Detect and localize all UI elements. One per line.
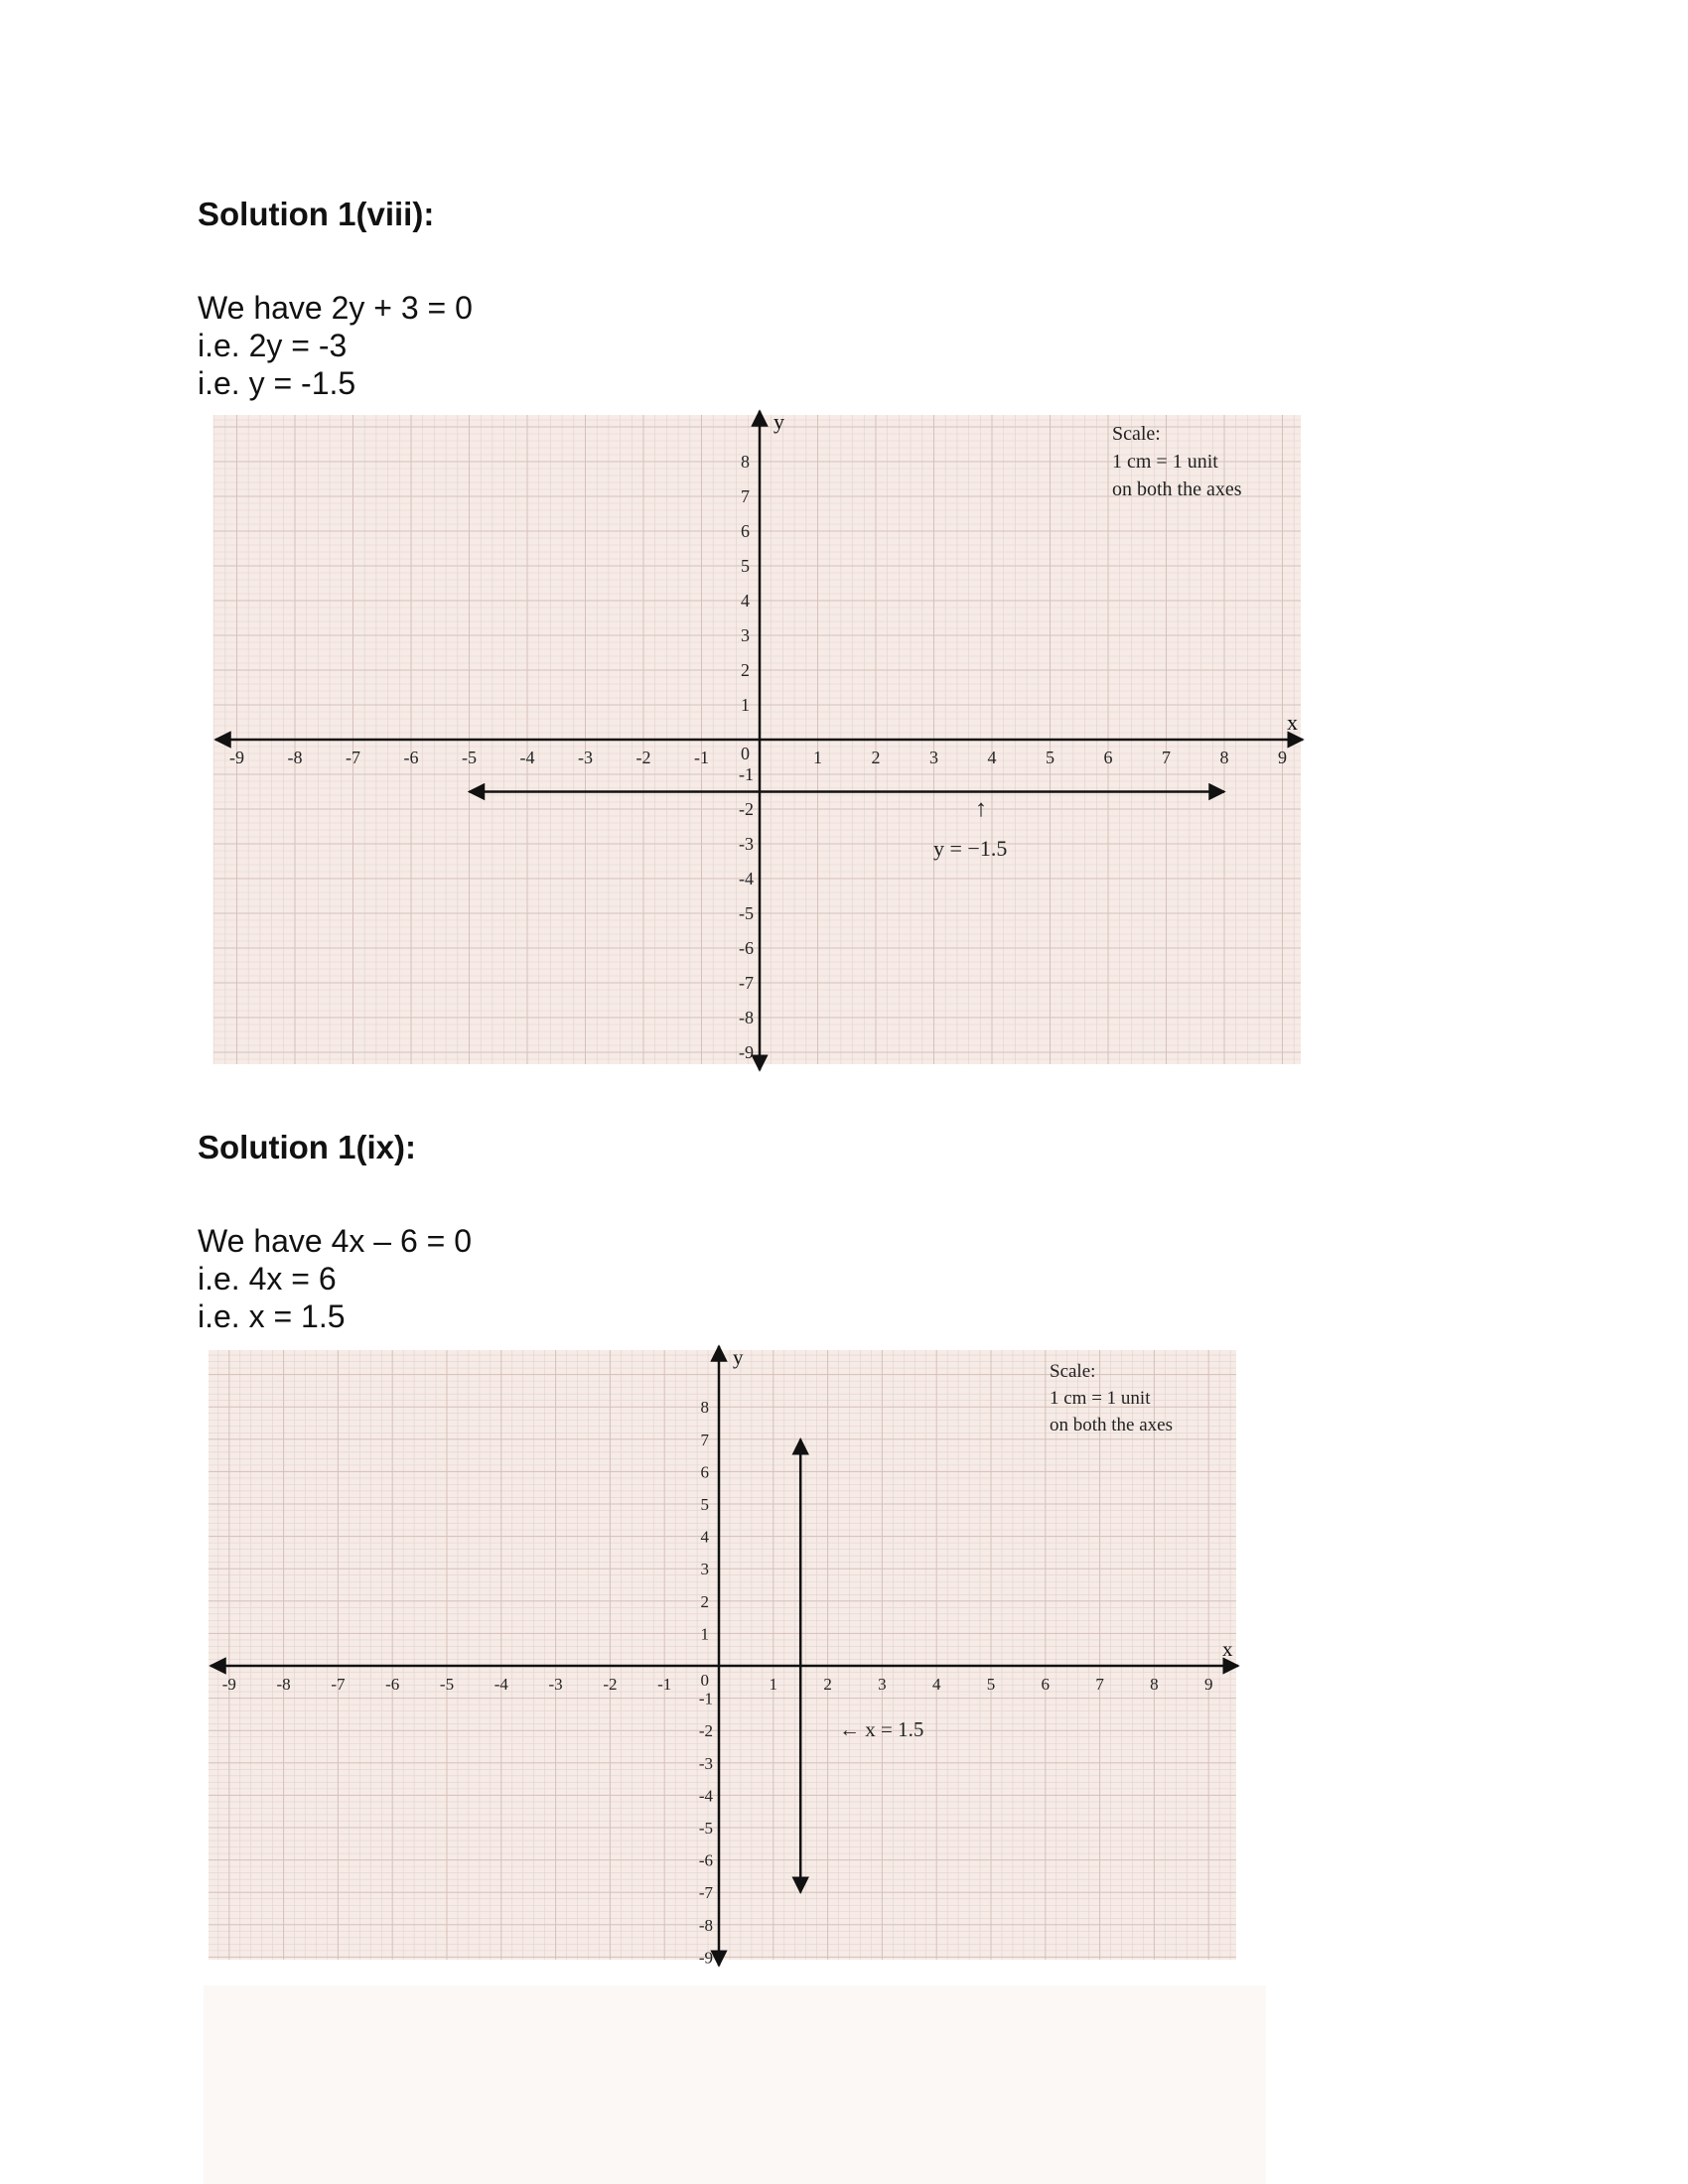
x-tick-label: 2	[823, 1675, 832, 1694]
solution-viii-step-1: We have 2y + 3 = 0	[198, 290, 473, 326]
x-tick-label: -5	[439, 1675, 455, 1694]
y-tick-label: 5	[741, 556, 750, 576]
scale-note-line: Scale:	[1050, 1361, 1096, 1382]
x-tick-label: -2	[635, 748, 651, 767]
y-tick-label: 1	[700, 1624, 709, 1644]
solution-viii-heading: Solution 1(viii):	[198, 196, 435, 232]
x-tick-label: -7	[346, 748, 360, 767]
x-axis-label: x	[1222, 1637, 1233, 1661]
y-tick-label: 4	[741, 591, 750, 611]
y-tick-label: -5	[739, 903, 754, 923]
solution-viii-working	[198, 289, 473, 402]
y-tick-label: 1	[741, 695, 750, 715]
solution-ix-step-3: i.e. x = 1.5	[198, 1298, 346, 1334]
x-tick-label: 7	[1162, 748, 1171, 767]
y-tick-label: -2	[698, 1721, 713, 1741]
y-tick-label: 7	[741, 486, 750, 506]
y-tick-label: -1	[698, 1689, 713, 1708]
y-tick-label: -4	[739, 869, 754, 888]
y-tick-label: -9	[739, 1042, 754, 1062]
x-tick-label: -1	[657, 1675, 672, 1694]
line-label: y = −1.5	[933, 836, 1008, 861]
solution-ix-heading: Solution 1(ix):	[198, 1129, 416, 1165]
solution-viii-step-3: i.e. y = -1.5	[198, 365, 356, 401]
line-label: ← x = 1.5	[839, 1717, 924, 1741]
solution-ix-step-1: We have 4x – 6 = 0	[198, 1223, 473, 1259]
x-tick-label: 4	[931, 1675, 941, 1694]
y-tick-label: -3	[698, 1753, 713, 1773]
y-tick-label: -8	[739, 1008, 754, 1027]
x-tick-label: -8	[287, 748, 303, 767]
label-pointer-arrow: ↑	[975, 796, 987, 822]
x-tick-label: 5	[986, 1675, 996, 1694]
x-tick-label: -8	[276, 1675, 291, 1694]
x-tick-label: -3	[578, 748, 593, 767]
page-shading	[204, 1985, 1266, 2184]
y-tick-label: -6	[739, 938, 754, 958]
scale-note-line: on both the axes	[1050, 1415, 1174, 1435]
x-tick-label: -5	[462, 748, 477, 767]
graph-paper	[209, 1350, 1236, 1960]
scale-note-line: on both the axes	[1112, 478, 1242, 500]
y-tick-label: -9	[698, 1948, 713, 1968]
x-tick-label: 9	[1203, 1675, 1213, 1694]
x-tick-label: 3	[878, 1675, 887, 1694]
x-tick-label: 7	[1095, 1675, 1104, 1694]
scale-note-line: Scale:	[1112, 423, 1161, 445]
x-tick-label: 8	[1219, 748, 1229, 767]
y-tick-label: 6	[700, 1462, 709, 1482]
origin-label: 0	[700, 1671, 709, 1690]
x-tick-label: -6	[403, 748, 419, 767]
x-tick-label: -2	[603, 1675, 618, 1694]
y-tick-label: -7	[739, 973, 754, 993]
y-axis-label: y	[774, 409, 784, 434]
x-tick-label: -6	[385, 1675, 400, 1694]
x-tick-label: 6	[1103, 748, 1113, 767]
origin-label: 0	[741, 744, 750, 763]
solution-ix-working	[198, 1222, 472, 1335]
y-tick-label: -5	[698, 1819, 713, 1838]
scale-note-line: 1 cm = 1 unit	[1050, 1388, 1151, 1409]
x-tick-label: -3	[548, 1675, 563, 1694]
y-tick-label: 8	[741, 452, 750, 472]
x-tick-label: 5	[1046, 748, 1055, 767]
y-tick-label: 2	[741, 660, 750, 680]
x-tick-label: -7	[331, 1675, 346, 1694]
y-tick-label: -7	[698, 1883, 713, 1903]
x-tick-label: -9	[221, 1675, 236, 1694]
x-tick-label: 8	[1150, 1675, 1159, 1694]
y-tick-label: 6	[741, 521, 750, 541]
x-tick-label: 1	[769, 1675, 778, 1694]
x-axis-label: x	[1287, 710, 1298, 735]
solution-viii-step-2: i.e. 2y = -3	[198, 328, 348, 363]
y-axis-label: y	[733, 1345, 744, 1369]
y-tick-label: -8	[698, 1915, 713, 1935]
x-tick-label: -9	[229, 748, 244, 767]
y-tick-label: 2	[700, 1591, 709, 1611]
y-tick-label: 7	[700, 1430, 709, 1449]
graph-y-equals-neg-1-5	[204, 407, 1311, 1072]
scale-note-line: 1 cm = 1 unit	[1112, 451, 1218, 473]
x-tick-label: -4	[493, 1675, 508, 1694]
x-tick-label: 9	[1278, 748, 1287, 767]
graph-x-equals-1-5	[199, 1342, 1246, 1968]
x-tick-label: 4	[987, 748, 997, 767]
y-tick-label: -1	[739, 764, 754, 784]
x-tick-label: 6	[1041, 1675, 1051, 1694]
y-tick-label: 4	[700, 1527, 709, 1547]
y-tick-label: 3	[700, 1560, 709, 1579]
x-tick-label: -1	[694, 748, 709, 767]
y-tick-label: -4	[698, 1786, 713, 1806]
y-tick-label: 8	[700, 1398, 709, 1418]
y-tick-label: -3	[739, 834, 754, 854]
y-tick-label: -2	[739, 799, 754, 819]
x-tick-label: 2	[871, 748, 881, 767]
x-tick-label: -4	[519, 748, 535, 767]
x-tick-label: 3	[929, 748, 938, 767]
x-tick-label: 1	[813, 748, 822, 767]
y-tick-label: 5	[700, 1495, 709, 1514]
y-tick-label: 3	[741, 625, 750, 645]
solution-ix-step-2: i.e. 4x = 6	[198, 1261, 337, 1297]
y-tick-label: -6	[698, 1850, 713, 1870]
